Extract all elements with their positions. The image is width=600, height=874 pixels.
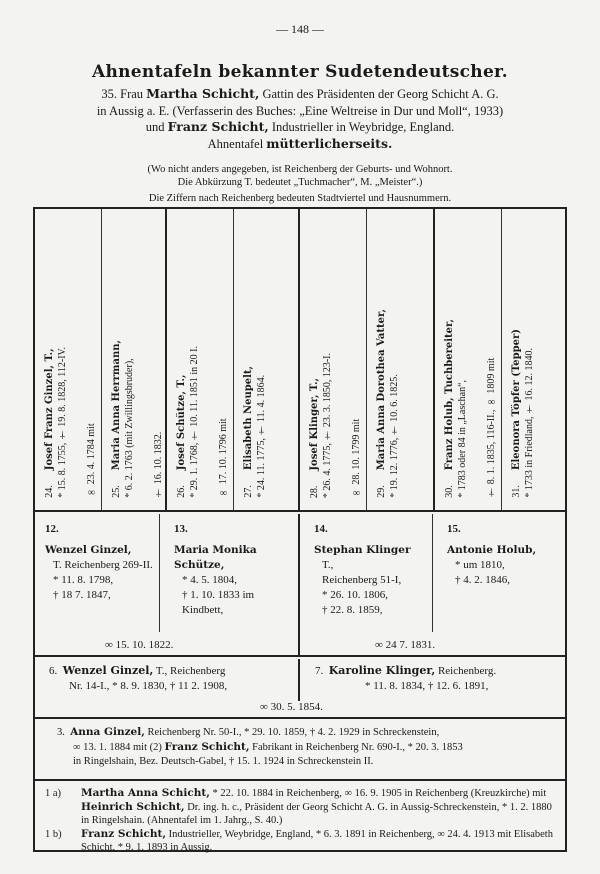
entry-text: Fabrikant in Reichenberg Nr. 690-I., * 20. 3. 1853 <box>249 742 463 753</box>
entry-number: 7. <box>315 665 324 677</box>
child-entry <box>45 828 557 855</box>
generation-8-row <box>35 514 565 657</box>
entry-first-line <box>242 366 255 498</box>
entry-first-line <box>175 346 188 498</box>
entry-text: * 1733 in Friedland, † 16. 12. 1840. <box>524 348 535 498</box>
entry-number: 24. <box>44 485 55 498</box>
marriage-date: ∞ 30. 5. 1854. <box>260 701 323 713</box>
entry-number: 6. <box>49 665 58 677</box>
entry-number: 13. <box>174 523 188 535</box>
ancestor-cell <box>35 514 160 632</box>
entry-text: * 24. 11. 1775, † 11. 4. 1864. <box>256 375 267 498</box>
ancestor-entry <box>49 663 227 694</box>
generation-16-row <box>35 209 565 512</box>
entry-text: * 26. 4. 1775, † 23. 3. 1850, 123-I. <box>322 352 333 498</box>
entry-text: † 18 7. 1847, <box>53 589 111 601</box>
entry-text: Reichenberg 51-I, <box>322 574 402 586</box>
entry-text: * 22. 10. 1884 in Reichenberg, ∞ 16. 9. 1905 in Reichenberg (Kreuzkirche) mit <box>209 788 547 799</box>
ancestor-name: Anna Ginzel, <box>70 726 145 738</box>
entry-text: * 29. 1. 1768, † 10. 11. 1851 in 20 I. <box>189 346 200 498</box>
person-name: Heinrich Schicht, <box>81 800 185 813</box>
entry-text: * 11. 8. 1834, † 12. 6. 1891, <box>365 680 489 692</box>
ancestor-name: Elisabeth Neupelt, <box>243 366 254 471</box>
entry-text: ∞ 13. 1. 1884 mit (2) <box>73 742 165 753</box>
entry-text: in Ringelshain, Bez. Deutsch-Gabel, † 15. 1. 1924 in Schreckenstein II. <box>73 756 374 767</box>
entry-number: 29. <box>376 485 387 498</box>
intro <box>0 86 600 152</box>
entry-number: 12. <box>45 523 59 535</box>
ancestor-cell <box>367 209 435 510</box>
pedigree-table <box>33 207 567 852</box>
page-title: Ahnentafeln bekannter Sudetendeutscher. <box>92 62 508 82</box>
entry-text: * 26. 10. 1806, <box>322 589 388 601</box>
entry-text: ∞ 28. 10. 1799 mit <box>351 418 362 498</box>
entry-text: T., Reichenberg <box>153 665 226 677</box>
note: Die Ziffern nach Reichenberg bedeuten Stadtviertel und Hausnummern. <box>148 193 452 204</box>
intro-text: und <box>145 120 168 134</box>
entry-number: 28. <box>309 485 320 498</box>
ancestor-name: Eleonora Töpfer (Tepper) <box>511 329 522 471</box>
entry-text: Nr. 14-I., * 8. 9. 1830, † 11 2. 1908, <box>69 680 228 692</box>
ancestor-name: Franz Holub, Tuchbereiter, <box>444 319 455 471</box>
subject-name: Franz Schicht, <box>167 119 269 134</box>
divider <box>298 659 300 701</box>
entry-text: * 1783 oder 84 in „Laschan“, <box>457 380 468 498</box>
entry-first-line <box>443 319 456 498</box>
entry-number: 3. <box>57 727 65 738</box>
marriage-date: ∞ 15. 10. 1822. <box>105 639 174 651</box>
intro-text: Gattin des Präsidenten der Georg Schicht A. G. <box>259 87 499 101</box>
entry-number: 30. <box>444 485 455 498</box>
ancestor-name: Franz Schicht, <box>164 741 250 753</box>
entry-number: 27. <box>243 485 254 498</box>
ancestor-name: Wenzel Ginzel, <box>62 664 154 677</box>
ancestor-entry <box>375 309 417 498</box>
intro-text: in Aussig a. E. (Verfasserin des Buches: „Eine Weltreise in Dur und Moll“, 1933) <box>96 103 504 118</box>
ancestor-entry <box>242 366 284 498</box>
entry-number: 1 a) <box>45 788 62 799</box>
entry-text: † 8. 1. 1835, 116-II., ∞ 1809 mit <box>486 358 497 498</box>
ancestor-cell <box>35 209 102 510</box>
entry-first-line <box>110 340 123 498</box>
entry-text: * 11. 8. 1798, <box>53 574 114 586</box>
subject-name: Martha Schicht, <box>146 86 260 101</box>
entry-text: * 19. 12. 1776, † 10. 6. 1825. <box>389 374 400 498</box>
entry-text: * 6. 2. 1763 (mit Zwillingsbruder), <box>124 358 135 498</box>
entry-first-line <box>510 329 523 498</box>
entry-text: ∞ 23. 4. 1784 mit <box>86 423 97 498</box>
entry-first-line <box>49 663 227 679</box>
ancestor-entry <box>510 329 552 498</box>
entry-text <box>81 828 557 855</box>
entry-text: Industrieller, Weybridge, England, * 6. 3. 1891 in Reichenberg, ∞ 24. 4. 1913 mit Elisabeth Schicht, * 9. 1. 1893 in Aussig. <box>81 828 553 853</box>
entry-first-line <box>315 663 496 679</box>
ancestor-cell <box>167 209 234 510</box>
ancestor-cell <box>502 209 565 510</box>
ancestor-cell <box>300 209 367 510</box>
entry-text: * um 1810, <box>455 559 505 571</box>
ancestor-cell <box>234 209 300 510</box>
ancestor-cell <box>300 514 433 632</box>
intro-text: 35. Frau <box>101 87 147 101</box>
entry-text <box>81 787 557 828</box>
entry-text: Reichenberg Nr. 50-I., * 29. 10. 1859, † 4. 2. 1929 in Schreckenstein, <box>144 727 440 738</box>
ancestor-cell <box>435 209 502 510</box>
marriage-date: ∞ 24 7. 1831. <box>375 639 436 651</box>
ancestor-name: Karoline Klinger, <box>328 664 436 677</box>
entry-first-line <box>43 347 56 498</box>
intro-text: Ahnentafel <box>207 136 267 151</box>
ancestor-name: Josef Schütze, T., <box>176 374 187 471</box>
ancestor-cell <box>160 514 300 632</box>
ancestor-cell <box>102 209 167 510</box>
intro-bold: mütterlicherseits. <box>266 135 393 151</box>
entry-text: † 1. 10. 1833 im <box>182 589 255 601</box>
ancestor-cell <box>433 514 565 632</box>
entry-first-line <box>308 353 321 498</box>
entry-text: ∞ 17. 10. 1796 mit <box>218 418 229 498</box>
person-name: Franz Schicht, <box>81 827 166 840</box>
ancestor-name: Antonie Holub, <box>447 544 537 556</box>
entry-text: Reichenberg. <box>435 665 497 677</box>
ancestor-name: Maria Anna Dorothea Vatter, <box>376 309 387 471</box>
page-number: — 148 — <box>276 22 324 36</box>
generation-2-row <box>35 721 565 781</box>
child-entry <box>45 787 557 828</box>
entry-text: Dr. ing. h. c., Präsident der Georg Schicht A. G. in Aussig-Schreckenstein, * 1. 2. 1880 in Ringelshain. (Ahnentafel im 1. Jahrg., S. 40.) <box>81 801 552 826</box>
intro-text: Industrieller in Weybridge, England. <box>268 120 455 134</box>
ancestor-name: Josef Klinger, T., <box>309 377 320 471</box>
entry-first-line <box>375 309 388 498</box>
entry-number: 26. <box>176 485 187 498</box>
generation-4-row <box>35 659 565 719</box>
entry-text: T., <box>322 559 334 571</box>
entry-text: † 4. 2. 1846, <box>455 574 510 586</box>
entry-text: * 15. 8. 1755, † 19. 8. 1828, 112-IV. <box>57 347 68 498</box>
divider <box>298 514 300 655</box>
ancestor-name: Wenzel Ginzel, <box>45 544 132 556</box>
entry-text: † 22. 8. 1859, <box>322 604 383 616</box>
notes <box>0 163 600 205</box>
ancestor-entry <box>315 663 496 694</box>
ancestor-name: Josef Franz Ginzel, T., <box>44 348 55 471</box>
entry-text: * 4. 5. 1804, <box>182 574 237 586</box>
note: (Wo nicht anders angegeben, ist Reichenberg der Geburts- und Wohnort. <box>147 164 453 175</box>
entry-text: † 16. 10. 1832. <box>153 432 164 498</box>
entry-text: T. Reichenberg 269-II. <box>53 559 153 571</box>
entry-number: 15. <box>447 523 461 535</box>
entry-number: 1 b) <box>45 828 62 840</box>
person-name: Martha Anna Schicht, <box>81 787 210 799</box>
ancestor-name: Stephan Klinger <box>314 544 411 556</box>
entry-number: 25. <box>111 485 122 498</box>
entry-text: Kindbett, <box>182 604 224 616</box>
note: Die Abkürzung T. bedeutet „Tuchmacher“, M. „Meister“.) <box>177 177 423 188</box>
entry-number: 14. <box>314 523 328 535</box>
generation-1-row <box>35 783 565 853</box>
ancestor-name: Maria Monika Schütze, <box>174 544 257 571</box>
ancestor-name: Maria Anna Herrmann, <box>111 340 122 471</box>
entry-number: 31. <box>511 485 522 498</box>
